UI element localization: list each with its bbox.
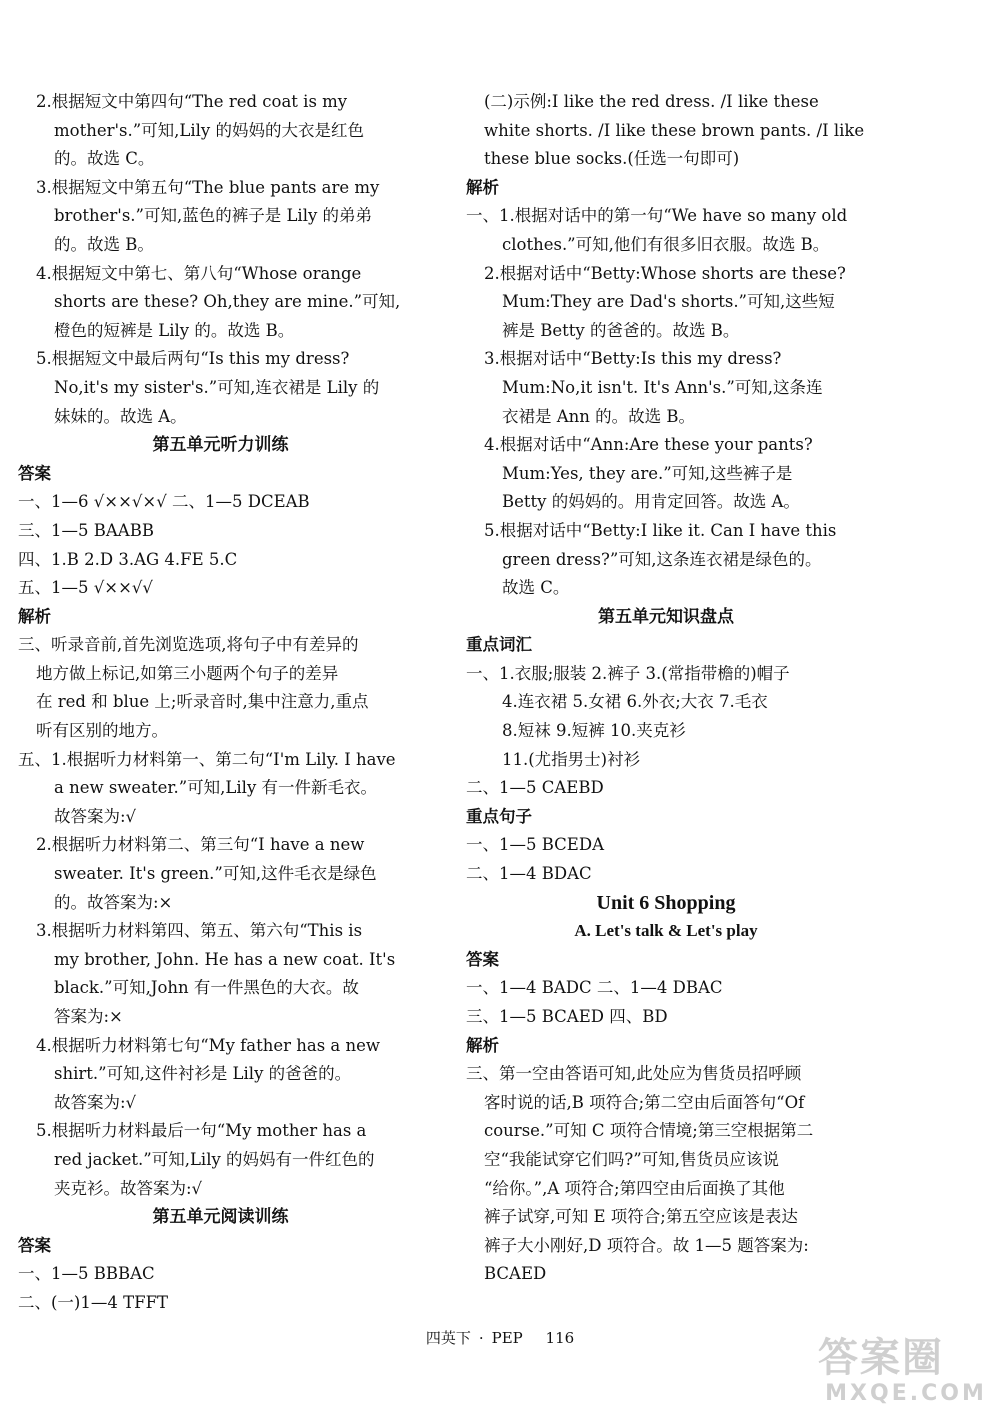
right-line: Mum:They are Dad's shorts.”可知,这些短 xyxy=(502,292,835,312)
left-line: 妹妹的。故选 A。 xyxy=(54,406,187,426)
left-line: 解析 xyxy=(18,606,51,626)
right-line: 一、1.根据对话中的第一句“We have so many old xyxy=(466,206,848,226)
right-line: 故选 C。 xyxy=(502,578,570,598)
left-line: 5.根据听力材料最后一句“My mother has a xyxy=(36,1121,367,1141)
left-column xyxy=(18,88,423,1318)
left-line: brother's.”可知,蓝色的裤子是 Lily 的弟弟 xyxy=(54,206,373,226)
left-line: 夹克衫。故答案为:√ xyxy=(54,1178,203,1198)
left-line: my brother, John. He has a new coat. It's xyxy=(54,949,396,969)
right-line: 解析 xyxy=(466,177,499,197)
left-line: shorts are these? Oh,they are mine.”可知, xyxy=(54,292,401,312)
right-line: BCAED xyxy=(484,1264,547,1284)
left-line: 四、1.B 2.D 3.AG 4.FE 5.C xyxy=(18,549,238,569)
left-line: 五、1.根据听力材料第一、第二句“I'm Lily. I have xyxy=(18,749,396,769)
right-line: Unit 6 Shopping xyxy=(596,891,736,914)
left-line: 的。故答案为:× xyxy=(54,892,173,912)
left-line: 的。故选 B。 xyxy=(54,234,154,254)
left-line: 三、1—5 BAABB xyxy=(18,520,154,540)
right-line: these blue socks.(任选一句即可) xyxy=(484,149,740,169)
left-line: 一、1—5 BBBAC xyxy=(18,1264,155,1284)
right-line: 5.根据对话中“Betty:I like it. Can I have this xyxy=(484,520,837,540)
right-line: A. Let's talk & Let's play xyxy=(574,921,758,941)
right-line: 一、1—4 BADC 二、1—4 DBAC xyxy=(466,978,723,998)
left-line: 听有区别的地方。 xyxy=(36,721,168,741)
right-line: 4.连衣裙 5.女裙 6.外衣;大衣 7.毛衣 xyxy=(502,692,768,712)
right-line: 裤是 Betty 的爸爸的。故选 B。 xyxy=(502,320,740,340)
right-line: 二、1—5 CAEBD xyxy=(466,778,604,798)
right-line: 三、第一空由答语可知,此处应为售货员招呼顾 xyxy=(466,1064,802,1084)
left-line: 五、1—5 √××√√ xyxy=(18,578,153,598)
right-line: 答案 xyxy=(466,949,499,969)
left-line: 3.根据短文中第五句“The blue pants are my xyxy=(36,177,380,197)
left-line: 在 red 和 blue 上;听录音时,集中注意力,重点 xyxy=(36,692,369,712)
right-line: 解析 xyxy=(466,1035,499,1055)
right-line: 裤子大小刚好,D 项符合。故 1—5 题答案为: xyxy=(484,1235,809,1255)
right-line: 2.根据对话中“Betty:Whose shorts are these? xyxy=(484,263,846,283)
left-line: 三、听录音前,首先浏览选项,将句子中有差异的 xyxy=(18,635,359,655)
left-line: 答案为:× xyxy=(54,1007,123,1026)
footer-book: 四英下 xyxy=(425,1329,471,1347)
right-line: 3.根据对话中“Betty:Is this my dress? xyxy=(484,349,782,369)
right-line: 一、1—5 BCEDA xyxy=(466,835,604,855)
right-line: 8.短袜 9.短裤 10.夹克衫 xyxy=(502,721,686,741)
left-line: 答案 xyxy=(18,463,51,483)
left-line: 故答案为:√ xyxy=(54,806,137,826)
right-line: Mum:Yes, they are.”可知,这些裤子是 xyxy=(502,463,793,483)
left-line: a new sweater.”可知,Lily 有一件新毛衣。 xyxy=(54,778,378,798)
right-line: 三、1—5 BCAED 四、BD xyxy=(466,1007,668,1026)
left-line: mother's.”可知,Lily 的妈妈的大衣是红色 xyxy=(54,120,364,140)
right-line: 重点词汇 xyxy=(466,635,532,655)
left-line: 答案 xyxy=(18,1235,51,1255)
right-line: 重点句子 xyxy=(466,806,532,826)
right-line: 一、1.衣服;服装 2.裤子 3.(常指带檐的)帽子 xyxy=(466,663,790,683)
footer-edition: PEP xyxy=(491,1329,523,1347)
footer-separator: · xyxy=(478,1329,484,1347)
watermark-main: 答案圈 xyxy=(818,1335,944,1381)
left-line: 4.根据听力材料第七句“My father has a new xyxy=(36,1035,381,1055)
right-line: clothes.”可知,他们有很多旧衣服。故选 B。 xyxy=(502,234,830,254)
left-line: 的。故选 C。 xyxy=(54,149,155,169)
left-line: 4.根据短文中第七、第八句“Whose orange xyxy=(36,263,362,283)
left-line: 5.根据短文中最后两句“Is this my dress? xyxy=(36,349,350,369)
left-line: 橙色的短裤是 Lily 的。故选 B。 xyxy=(54,320,295,340)
left-line: shirt.”可知,这件衬衫是 Lily 的爸爸的。 xyxy=(54,1064,352,1084)
left-line: 第五单元阅读训练 xyxy=(152,1207,289,1228)
left-line: 第五单元听力训练 xyxy=(152,435,289,456)
right-column xyxy=(466,88,866,1289)
right-line: “给你。”,A 项符合;第四空由后面换了其他 xyxy=(484,1178,785,1198)
right-line: Betty 的妈妈的。用肯定回答。故选 A。 xyxy=(502,492,800,512)
left-line: sweater. It's green.”可知,这件毛衣是绿色 xyxy=(54,864,377,884)
left-line: No,it's my sister's.”可知,连衣裙是 Lily 的 xyxy=(54,377,380,397)
page-number: 116 xyxy=(545,1329,575,1347)
right-line: Mum:No,it isn't. It's Ann's.”可知,这条连 xyxy=(502,377,823,397)
watermark-url: MXQE.COM xyxy=(825,1381,987,1406)
left-line: 地方做上标记,如第三小题两个句子的差异 xyxy=(36,663,339,683)
right-line: 衣裙是 Ann 的。故选 B。 xyxy=(502,406,696,426)
right-line: green dress?”可知,这条连衣裙是绿色的。 xyxy=(502,549,822,569)
right-line: course.”可知 C 项符合情境;第三空根据第二 xyxy=(484,1121,814,1141)
watermark-logo xyxy=(818,1335,994,1415)
left-line: 3.根据听力材料第四、第五、第六句“This is xyxy=(36,921,363,941)
right-line: 4.根据对话中“Ann:Are these your pants? xyxy=(484,435,813,455)
left-line: 故答案为:√ xyxy=(54,1092,137,1112)
right-line: 裤子试穿,可知 E 项符合;第五空应该是表达 xyxy=(484,1207,798,1227)
right-line: white shorts. /I like these brown pants. /I like xyxy=(484,120,865,140)
left-line: 2.根据短文中第四句“The red coat is my xyxy=(36,92,348,111)
left-line: black.”可知,John 有一件黑色的大衣。故 xyxy=(54,978,359,998)
left-line: red jacket.”可知,Lily 的妈妈有一件红色的 xyxy=(54,1149,375,1169)
left-line: 一、1—6 √××√×√ 二、1—5 DCEAB xyxy=(18,492,310,512)
left-line: 2.根据听力材料第二、第三句“I have a new xyxy=(36,835,365,855)
right-line: (二)示例:I like the red dress. /I like these xyxy=(484,92,819,111)
right-line: 二、1—4 BDAC xyxy=(466,864,592,884)
right-line: 客时说的话,B 项符合;第二空由后面答句“Of xyxy=(484,1092,805,1112)
right-line: 空“我能试穿它们吗?”可知,售货员应该说 xyxy=(484,1149,779,1169)
left-line: 二、(一)1—4 TFFT xyxy=(18,1292,169,1312)
right-line: 11.(尤指男士)衬衫 xyxy=(502,749,641,769)
right-line: 第五单元知识盘点 xyxy=(598,606,734,627)
